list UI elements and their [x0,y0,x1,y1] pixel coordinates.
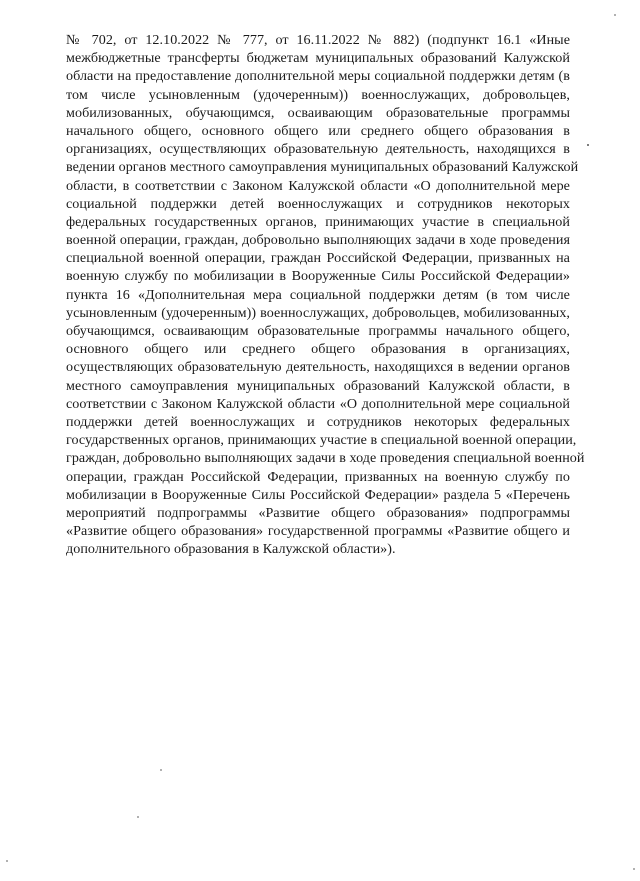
text-line: области, в соответствии с Законом Калужской области «О дополнительной мере [66,177,570,194]
text-line: местного самоуправления муниципальных образований Калужской области, в [66,377,570,394]
text-line: № 702, от 12.10.2022 № 777, от 16.11.2022 № 882) (подпункт 16.1 «Иные [66,32,570,48]
text-line: обучающимся, осваивающим образовательные программы начального общего, [66,323,570,339]
scan-speck [614,14,616,16]
scan-speck [137,816,139,818]
text-line: мероприятий подпрограммы «Развитие общего образования» подпрограммы [66,504,570,521]
text-line: «Развитие общего образования» государственной программы «Развитие общего и [66,523,570,540]
text-line: социальной поддержки детей военнослужащих и сотрудников некоторых [66,195,570,212]
text-line: пункта 16 «Дополнительная мера социальной поддержки детям (в том числе [66,286,570,303]
text-line: начального общего, основного общего или среднего общего образования в [66,122,570,139]
text-line: организациях, осуществляющих образовательную деятельность, находящихся в [66,141,570,158]
text-line: военной операции, граждан, добровольно выполняющих задачи в ходе проведения [66,232,570,249]
text-line: усыновленным (удочеренным)) военнослужащих, добровольцев, мобилизованных, [66,304,570,321]
body-paragraph [66,31,585,558]
text-line: специальной военной операции, граждан Российской Федерации, призванных на [66,250,570,267]
scan-speck [633,868,635,870]
text-line: дополнительного образования в Калужской области»). [66,541,396,558]
text-line: соответствии с Законом Калужской области «О дополнительной мере социальной [66,395,570,412]
text-line: граждан, добровольно выполняющих задачи в ходе проведения специальной военной [66,450,585,467]
text-line: основного общего или среднего общего образования в организациях, [66,341,570,358]
text-line: области на предоставление дополнительной меры социальной поддержки детям (в [66,68,570,85]
scan-speck [6,860,8,862]
text-line: осуществляющих образовательную деятельность, находящихся в ведении органов [66,359,570,376]
text-line: военную службу по мобилизации в Вооруженные Силы Российской Федерации» [66,268,570,285]
text-line: том числе усыновленным (удочеренным)) военнослужащих, добровольцев, [66,86,570,103]
scan-speck [160,769,162,771]
text-line: мобилизации в Вооруженные Силы Российской Федерации» раздела 5 «Перечень [66,486,570,503]
scan-speck [587,144,589,146]
text-line: операции, граждан Российской Федерации, призванных на военную службу по [66,468,570,485]
text-line: государственных органов, принимающих участие в специальной военной операции, [66,432,577,449]
text-line: мобилизованных, обучающимся, осваивающим образовательные программы [66,104,570,121]
text-line: федеральных государственных органов, принимающих участие в специальной [66,213,570,230]
text-line: ведении органов местного самоуправления муниципальных образований Калужской [66,159,579,176]
text-line: поддержки детей военнослужащих и сотрудников некоторых федеральных [66,413,570,430]
text-line: межбюджетные трансферты бюджетам муниципальных образований Калужской [66,50,570,67]
